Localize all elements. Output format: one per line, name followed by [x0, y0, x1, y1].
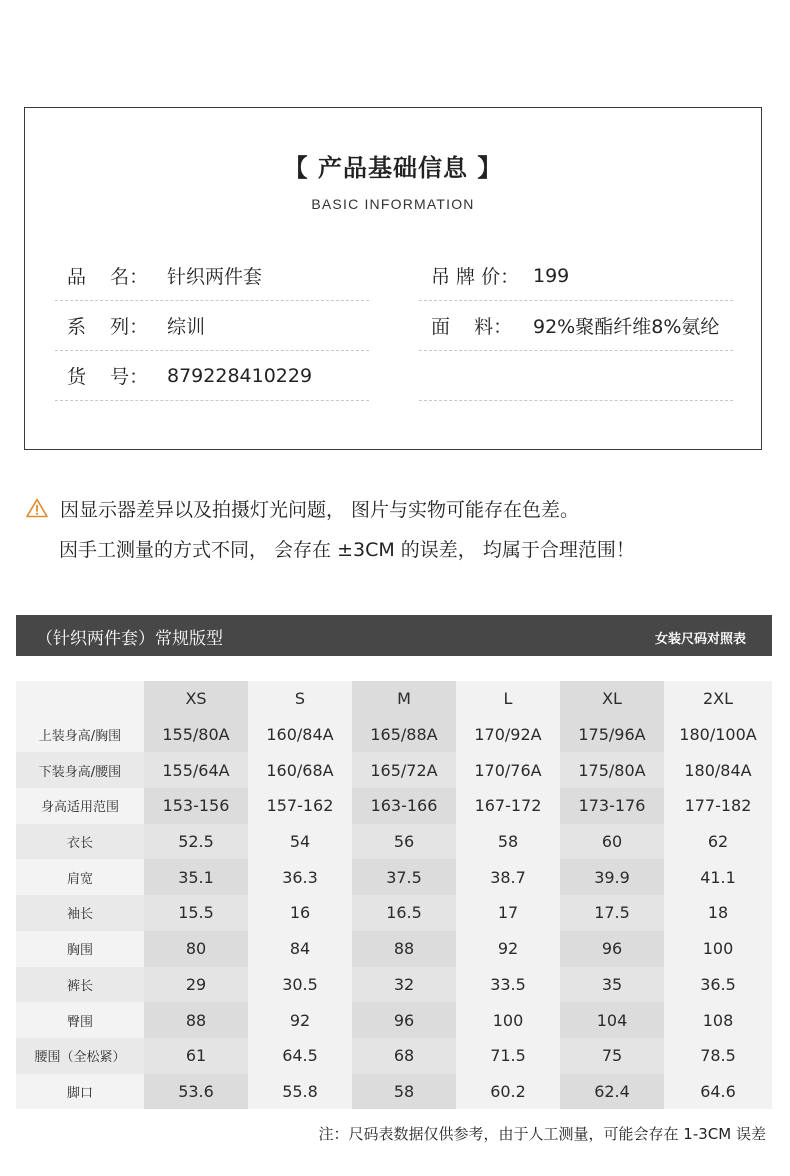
measurement-cell: 36.5: [664, 967, 772, 1003]
field-series: [55, 301, 369, 351]
measurement-cell: 163-166: [352, 788, 456, 824]
field-value: 199: [533, 264, 570, 287]
row-label: 衣长: [16, 824, 144, 860]
row-label: 裤长: [16, 967, 144, 1003]
size-chart-header: [16, 615, 772, 656]
warning-triangle-icon: [26, 498, 50, 523]
measurement-cell: 180/100A: [664, 717, 772, 753]
size-footnote: 注：尺码表数据仅供参考，由于人工测量，可能会存在 1-3CM 误差: [318, 1125, 766, 1143]
table-row: [16, 1002, 772, 1038]
measurement-cell: 32: [352, 967, 456, 1003]
measurement-cell: 170/76A: [456, 752, 560, 788]
row-label: 上装身高/胸围: [16, 717, 144, 753]
measurement-cell: 167-172: [456, 788, 560, 824]
size-header-cell: 2XL: [664, 681, 772, 717]
field-fabric: [419, 301, 733, 351]
measurement-cell: 92: [456, 931, 560, 967]
info-subtitle: BASIC INFORMATION: [311, 196, 475, 212]
measurement-cell: 177-182: [664, 788, 772, 824]
measurement-cell: 18: [664, 895, 772, 931]
field-empty: [419, 351, 733, 401]
measurement-cell: 29: [144, 967, 248, 1003]
info-title: 【 产品基础信息 】: [283, 154, 503, 182]
table-row: [16, 859, 772, 895]
measurement-cell: 71.5: [456, 1038, 560, 1074]
measurement-cell: 38.7: [456, 859, 560, 895]
measurement-cell: 160/84A: [248, 717, 352, 753]
measurement-cell: 92: [248, 1002, 352, 1038]
field-product-name: [55, 251, 369, 301]
measurement-cell: 16.5: [352, 895, 456, 931]
measurement-cell: 60: [560, 824, 664, 860]
measurement-cell: 35.1: [144, 859, 248, 895]
field-item-number: [55, 351, 369, 401]
size-header-cell: S: [248, 681, 352, 717]
measurement-cell: 54: [248, 824, 352, 860]
measurement-cell: 60.2: [456, 1074, 560, 1110]
measurement-cell: 157-162: [248, 788, 352, 824]
row-label: 下装身高/腰围: [16, 752, 144, 788]
measurement-cell: 53.6: [144, 1074, 248, 1110]
row-label: 身高适用范围: [16, 788, 144, 824]
measurement-cell: 64.6: [664, 1074, 772, 1110]
row-label: 腰围（全松紧）: [16, 1038, 144, 1074]
field-value: 879228410229: [167, 364, 313, 387]
measurement-cell: 39.9: [560, 859, 664, 895]
table-row: [16, 895, 772, 931]
table-row: [16, 1074, 772, 1110]
size-chart-subtitle: 女装尺码对照表: [654, 632, 746, 647]
measurement-cell: 17: [456, 895, 560, 931]
measurement-cell: 175/96A: [560, 717, 664, 753]
field-label: 面 料：: [431, 316, 513, 338]
measurement-cell: 96: [352, 1002, 456, 1038]
measurement-cell: 155/64A: [144, 752, 248, 788]
measurement-cell: 155/80A: [144, 717, 248, 753]
row-label: 袖长: [16, 895, 144, 931]
measurement-cell: 62: [664, 824, 772, 860]
size-header-cell: XL: [560, 681, 664, 717]
measurement-cell: 78.5: [664, 1038, 772, 1074]
table-row: [16, 824, 772, 860]
measurement-cell: 165/72A: [352, 752, 456, 788]
table-row: [16, 931, 772, 967]
notice-line-1: 因显示器差异以及拍摄灯光问题， 图片与实物可能存在色差。: [60, 499, 580, 521]
measure-notice: 因手工测量的方式不同， 会存在 ±3CM 的误差， 均属于合理范围！: [59, 539, 635, 561]
measurement-cell: 58: [352, 1074, 456, 1110]
measurement-cell: 170/92A: [456, 717, 560, 753]
measurement-cell: 68: [352, 1038, 456, 1074]
field-label: 系 列：: [67, 316, 149, 338]
measurement-cell: 100: [456, 1002, 560, 1038]
product-info-box: [24, 107, 762, 450]
measurement-cell: 64.5: [248, 1038, 352, 1074]
measurement-cell: 75: [560, 1038, 664, 1074]
row-label: 胸围: [16, 931, 144, 967]
size-chart-title: （针织两件套）常规版型: [36, 629, 223, 649]
measurement-cell: 35: [560, 967, 664, 1003]
measurement-cell: 88: [352, 931, 456, 967]
measurement-cell: 104: [560, 1002, 664, 1038]
measurement-cell: 15.5: [144, 895, 248, 931]
measurement-cell: 153-156: [144, 788, 248, 824]
corner-cell: [16, 681, 144, 717]
field-tag-price: [419, 251, 733, 301]
measurement-cell: 62.4: [560, 1074, 664, 1110]
field-value: 综训: [167, 316, 206, 338]
measurement-cell: 84: [248, 931, 352, 967]
measurement-cell: 17.5: [560, 895, 664, 931]
size-header-cell: L: [456, 681, 560, 717]
size-header-row: [16, 681, 772, 717]
measurement-cell: 61: [144, 1038, 248, 1074]
table-row: [16, 967, 772, 1003]
color-notice: [26, 495, 579, 523]
size-table: [16, 681, 772, 1109]
measurement-cell: 160/68A: [248, 752, 352, 788]
size-header-cell: M: [352, 681, 456, 717]
measurement-cell: 37.5: [352, 859, 456, 895]
measurement-cell: 88: [144, 1002, 248, 1038]
measurement-cell: 36.3: [248, 859, 352, 895]
table-row: [16, 752, 772, 788]
measurement-cell: 55.8: [248, 1074, 352, 1110]
field-value: 92%聚酯纤维8%氨纶: [533, 316, 720, 338]
measurement-cell: 80: [144, 931, 248, 967]
measurement-cell: 96: [560, 931, 664, 967]
field-label: 品 名：: [67, 266, 149, 288]
table-row: [16, 717, 772, 753]
measurement-cell: 100: [664, 931, 772, 967]
size-header-cell: XS: [144, 681, 248, 717]
table-row: [16, 788, 772, 824]
measurement-cell: 173-176: [560, 788, 664, 824]
measurement-cell: 108: [664, 1002, 772, 1038]
row-label: 脚口: [16, 1074, 144, 1110]
measurement-cell: 33.5: [456, 967, 560, 1003]
row-label: 臀围: [16, 1002, 144, 1038]
size-table-body: [16, 717, 772, 1110]
measurement-cell: 41.1: [664, 859, 772, 895]
measurement-cell: 52.5: [144, 824, 248, 860]
measurement-cell: 58: [456, 824, 560, 860]
measurement-cell: 16: [248, 895, 352, 931]
measurement-cell: 175/80A: [560, 752, 664, 788]
field-value: 针织两件套: [167, 266, 263, 288]
measurement-cell: 180/84A: [664, 752, 772, 788]
measurement-cell: 165/88A: [352, 717, 456, 753]
row-label: 肩宽: [16, 859, 144, 895]
field-label: 吊 牌 价：: [431, 266, 520, 288]
field-label: 货 号：: [67, 366, 149, 388]
measurement-cell: 56: [352, 824, 456, 860]
measurement-cell: 30.5: [248, 967, 352, 1003]
table-row: [16, 1038, 772, 1074]
